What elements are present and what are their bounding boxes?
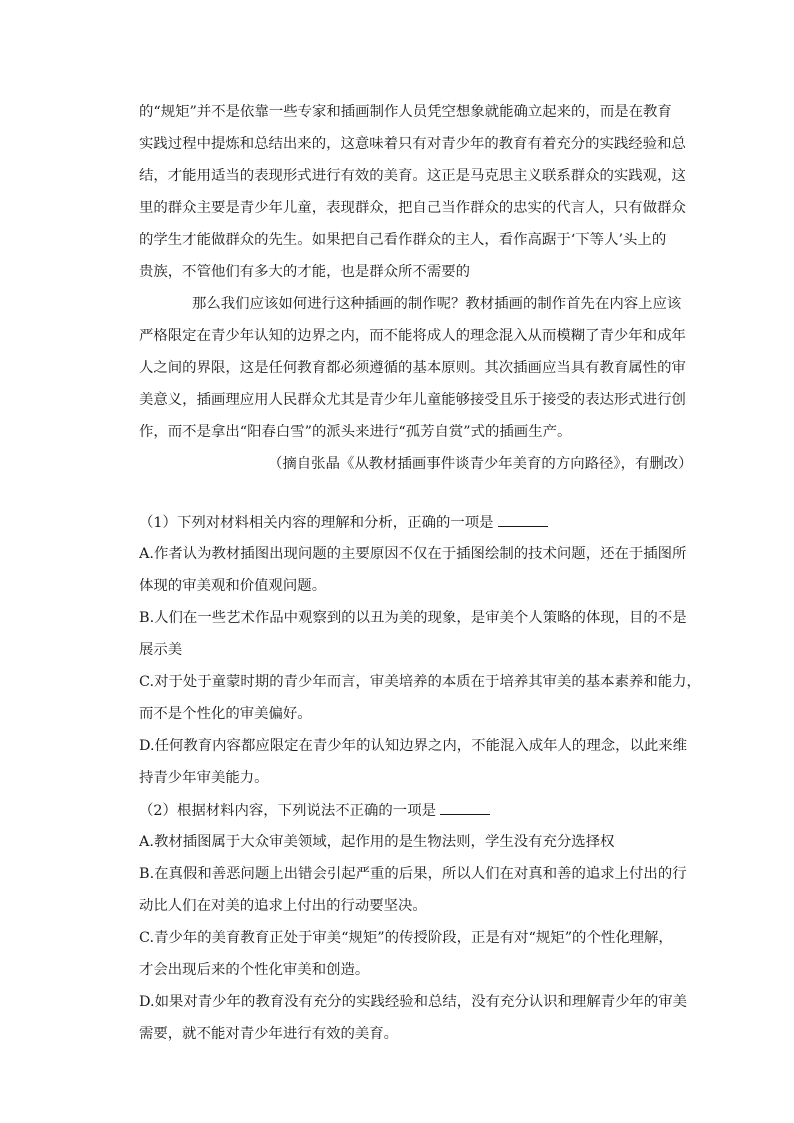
option-line: B.在真假和善恶问题上出错会引起严重的后果，所以人们在对真和善的追求上付出的行 bbox=[139, 866, 687, 882]
text-line: 美意义，插画理应用人民群众尤其是青少年儿童能够接受且乐于接受的表达形式进行创 bbox=[139, 392, 686, 408]
answer-blank[interactable] bbox=[440, 800, 490, 815]
text-line: 人之间的界限，这是任何教育都必须遵循的基本原则。其次插画应当具有教育属性的审 bbox=[139, 360, 686, 376]
option-line: A.教材插图属于大众审美领域，起作用的是生物法则，学生没有充分选择权 bbox=[139, 834, 615, 850]
question-stem: （2）根据材料内容，下列说法不正确的一项是 bbox=[139, 803, 436, 819]
option-line: 体现的审美观和价值观问题。 bbox=[139, 578, 327, 594]
question-stem-line bbox=[139, 512, 548, 533]
text-line: 实践过程中提炼和总结出来的，这意味着只有对青少年的教育有着充分的实践经验和总 bbox=[139, 136, 686, 152]
question-stem: （1）下列对材料相关内容的理解和分析，正确的一项是 bbox=[139, 515, 494, 531]
text-line: 的“规矩”并不是依靠一些专家和插画制作人员凭空想象就能确立起来的，而是在教育 bbox=[139, 104, 672, 120]
text-line: 严格限定在青少年认知的边界之内，而不能将成人的理念混入从而模糊了青少年和成年 bbox=[139, 328, 686, 344]
passage-source: （摘自张晶《从教材插画事件谈青少年美育的方向路径》，有删改） bbox=[268, 456, 693, 472]
option-line: D.如果对青少年的教育没有充分的实践经验和总结，没有充分认识和理解青少年的审美 bbox=[139, 994, 688, 1010]
option-line: 需要，就不能对青少年进行有效的美育。 bbox=[139, 1026, 399, 1042]
option-line: 持青少年审美能力。 bbox=[139, 770, 269, 786]
text-line: 贵族，不管他们有多大的才能，也是群众所不需要的 bbox=[139, 264, 470, 280]
answer-blank[interactable] bbox=[498, 512, 548, 527]
option-line: C.对于处于童蒙时期的青少年而言，审美培养的本质在于培养其审美的基本素养和能力， bbox=[139, 674, 701, 690]
text-line: 的学生才能做群众的先生。如果把自己看作群众的主人，看作高踞于‘下等人’头上的 bbox=[139, 232, 667, 248]
option-line: 而不是个性化的审美偏好。 bbox=[139, 706, 312, 722]
text-line: 结，才能用适当的表现形式进行有效的美育。这正是马克思主义联系群众的实践观，这 bbox=[139, 168, 686, 184]
question-stem-line bbox=[139, 800, 490, 821]
option-line: D.任何教育内容都应限定在青少年的认知边界之内，不能混入成年人的理念，以此来维 bbox=[139, 738, 688, 754]
option-line: B.人们在一些艺术作品中观察到的以丑为美的现象，是审美个人策略的体现，目的不是 bbox=[139, 610, 687, 626]
text-line: 作，而不是拿出“阳春白雪”的派头来进行“孤芳自赏”式的插画生产。 bbox=[139, 424, 572, 440]
option-line: C.青少年的美育教育正处于审美“规矩”的传授阶段，正是有对“规矩”的个性化理解， bbox=[139, 930, 673, 946]
option-line: 动比人们在对美的追求上付出的行动要坚决。 bbox=[139, 898, 427, 914]
option-line: 才会出现后来的个性化审美和创造。 bbox=[139, 962, 370, 978]
text-line: 那么我们应该如何进行这种插画的制作呢？教材插画的制作首先在内容上应该 bbox=[192, 296, 682, 312]
option-line: 展示美 bbox=[139, 642, 183, 658]
option-line: A.作者认为教材插图出现问题的主要原因不仅在于插图绘制的技术问题，还在于插图所 bbox=[139, 546, 687, 562]
text-line: 里的群众主要是青少年儿童，表现群众，把自己当作群众的忠实的代言人，只有做群众 bbox=[139, 200, 686, 216]
